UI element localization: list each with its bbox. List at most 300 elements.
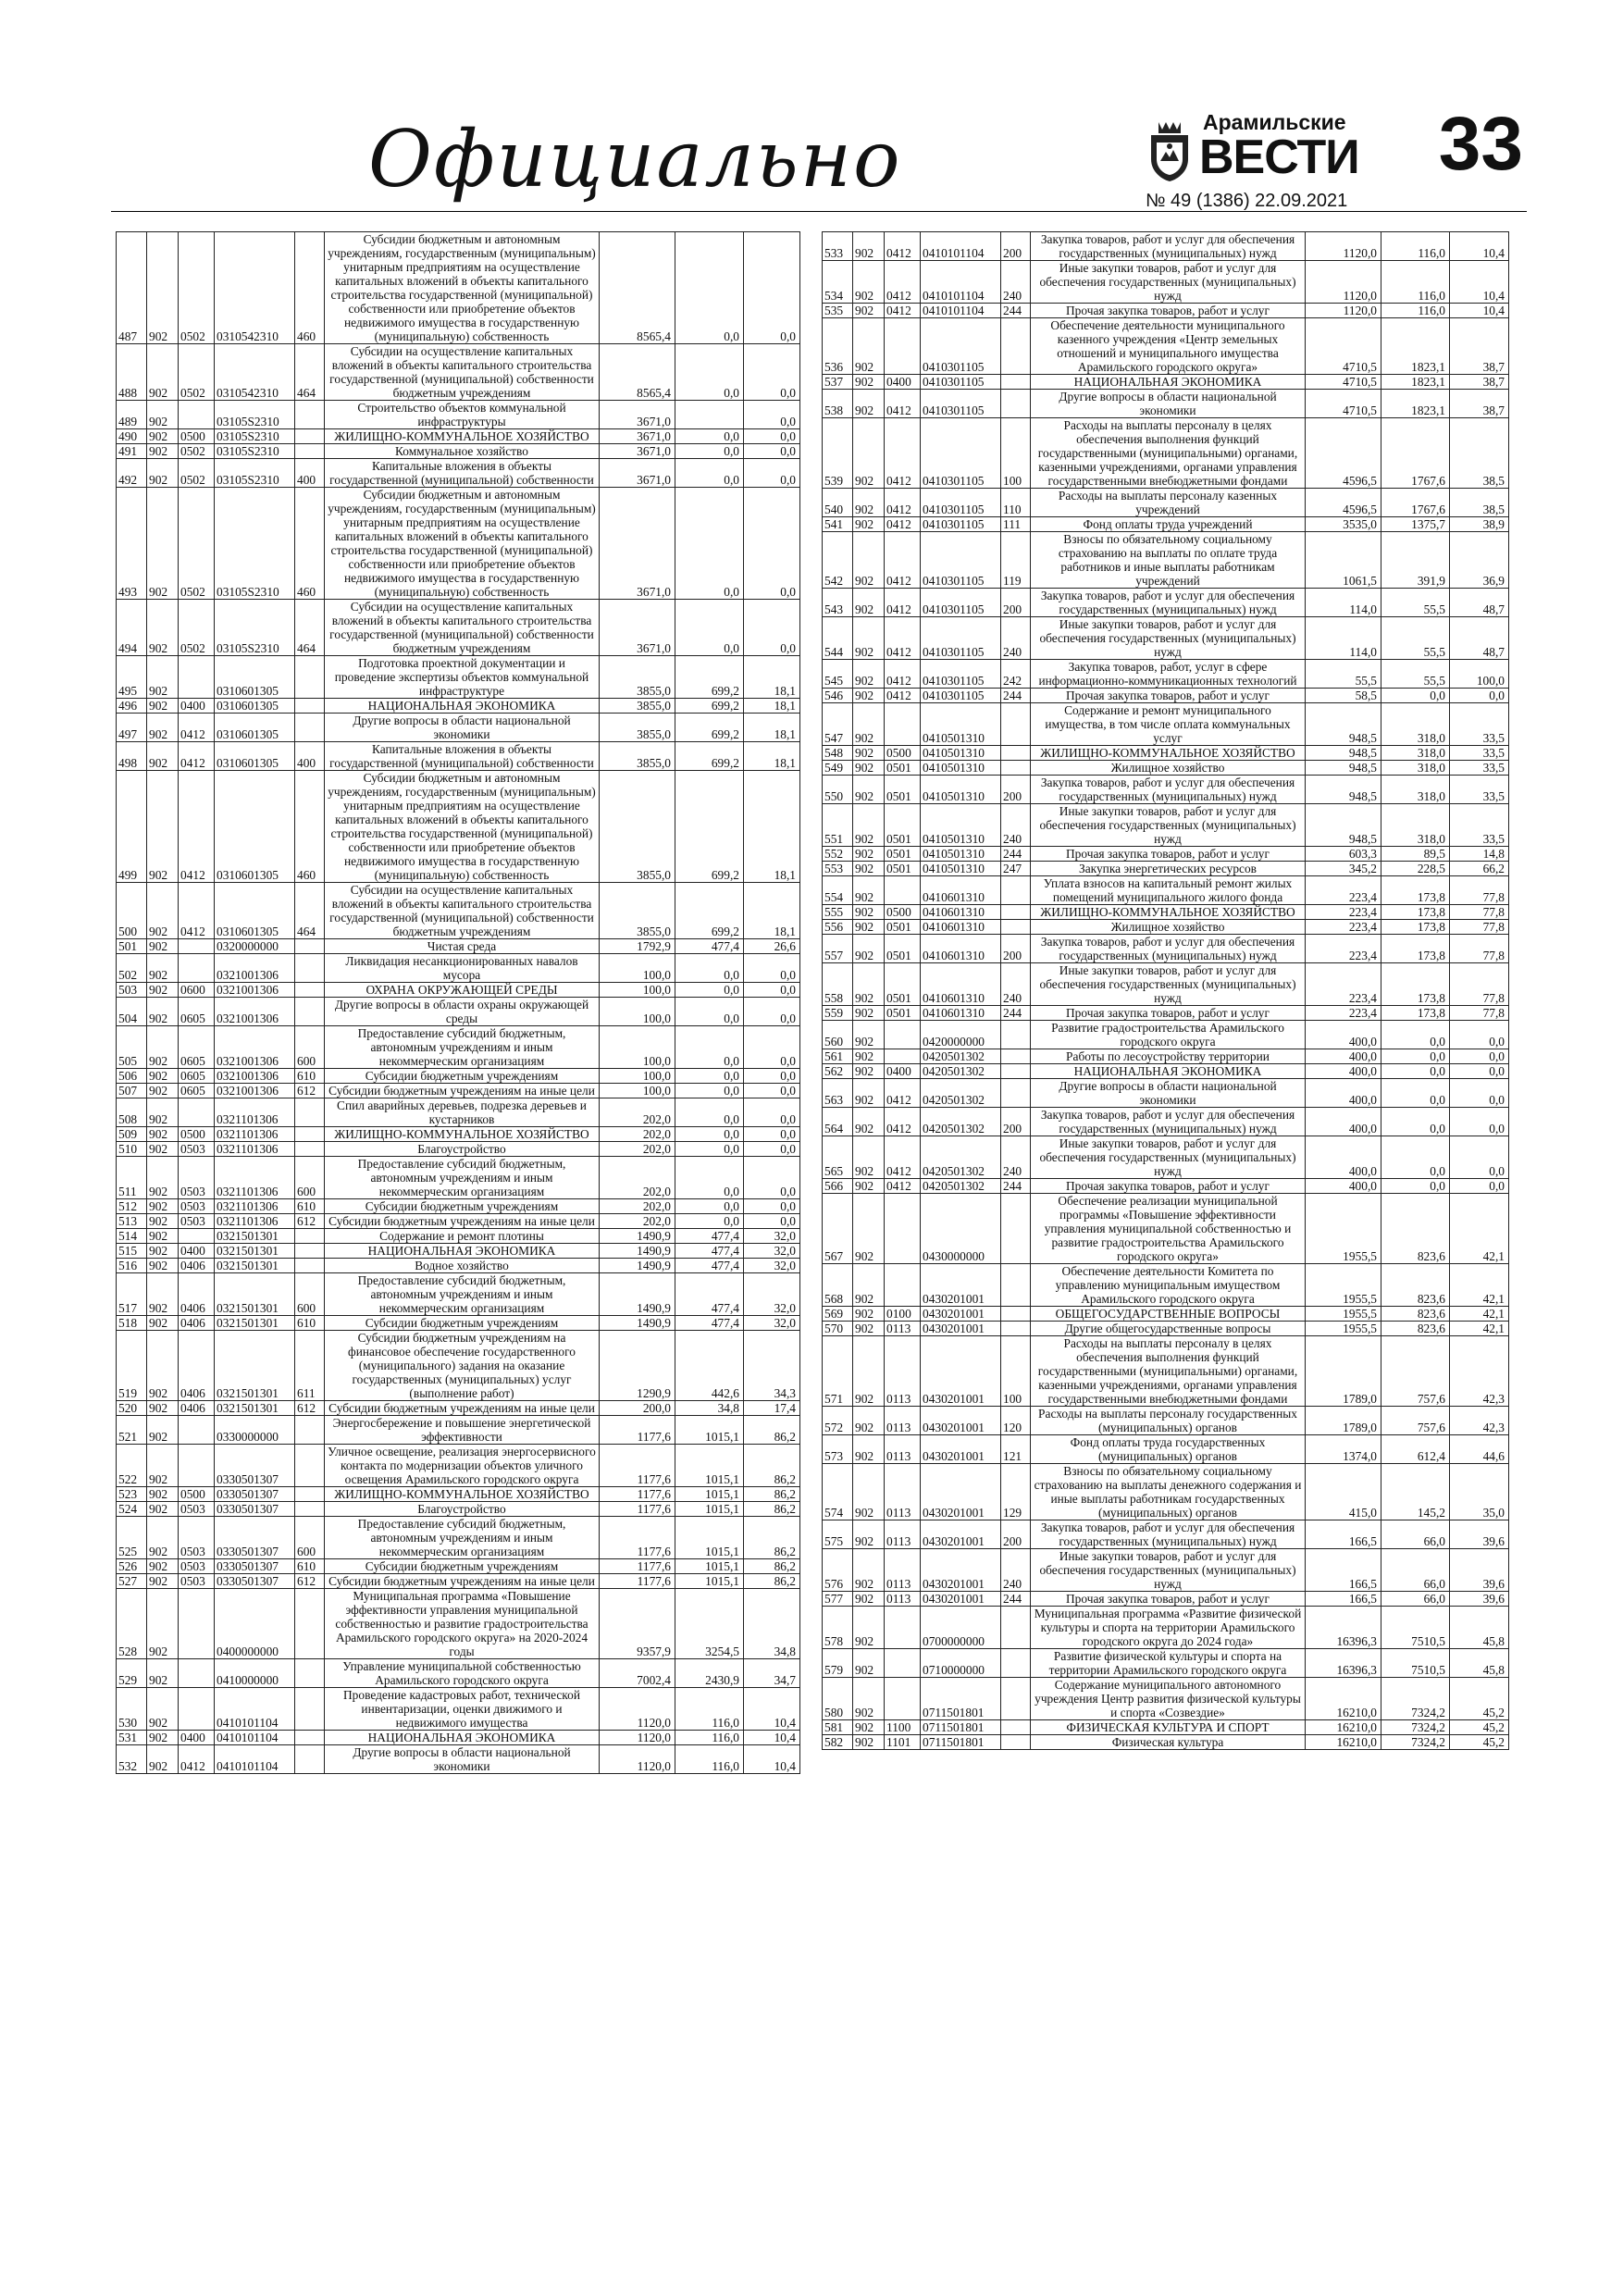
section-code-cell: 0502 <box>179 344 215 401</box>
table-row <box>823 1021 1509 1049</box>
actual-amount-cell: 2430,9 <box>675 1659 744 1688</box>
table-row <box>117 1098 800 1127</box>
expense-type-cell: 464 <box>295 600 325 656</box>
actual-amount-cell: 1015,1 <box>675 1445 744 1487</box>
plan-amount-cell: 948,5 <box>1306 746 1381 761</box>
actual-amount-cell: 699,2 <box>675 699 744 714</box>
item-description-cell: Коммунальное хозяйство <box>325 444 600 459</box>
target-article-cell: 0420501302 <box>921 1079 1001 1108</box>
row-number-cell: 501 <box>117 939 147 954</box>
section-code-cell: 0400 <box>885 375 921 390</box>
admin-code-cell: 902 <box>147 1273 179 1316</box>
table-row <box>823 862 1509 876</box>
admin-code-cell: 902 <box>853 1194 885 1264</box>
newspaper-logo <box>1146 105 1377 193</box>
table-row <box>823 617 1509 660</box>
table-row <box>117 1659 800 1688</box>
execution-percent-cell: 77,8 <box>1450 876 1509 905</box>
row-number-cell: 504 <box>117 998 147 1026</box>
item-description-cell: НАЦИОНАЛЬНАЯ ЭКОНОМИКА <box>325 699 600 714</box>
section-code-cell: 0502 <box>179 459 215 488</box>
execution-percent-cell: 86,2 <box>744 1502 800 1517</box>
admin-code-cell: 902 <box>853 1336 885 1407</box>
actual-amount-cell: 0,0 <box>675 429 744 444</box>
row-number-cell: 508 <box>117 1098 147 1127</box>
expense-type-cell: 111 <box>1001 517 1031 532</box>
budget-table-left <box>116 231 799 1774</box>
table-row <box>117 1416 800 1445</box>
plan-amount-cell: 400,0 <box>1306 1079 1381 1108</box>
admin-code-cell: 902 <box>147 444 179 459</box>
section-code-cell <box>179 401 215 429</box>
plan-amount-cell: 1061,5 <box>1306 532 1381 589</box>
execution-percent-cell: 86,2 <box>744 1445 800 1487</box>
target-article-cell: 0430201001 <box>921 1464 1001 1520</box>
admin-code-cell: 902 <box>147 1445 179 1487</box>
target-article-cell: 0310601305 <box>215 883 295 939</box>
target-article-cell: 0410301105 <box>921 418 1001 489</box>
actual-amount-cell: 0,0 <box>675 1069 744 1084</box>
plan-amount-cell: 400,0 <box>1306 1179 1381 1194</box>
item-description-cell: Субсидии на осуществление капитальных вложений в объекты капитального строительства государственной (муниципальной) собственности бюджетным учреждениям <box>325 883 600 939</box>
expense-type-cell <box>1001 1678 1031 1720</box>
actual-amount-cell: 699,2 <box>675 742 744 771</box>
table-row <box>823 232 1509 261</box>
execution-percent-cell: 32,0 <box>744 1229 800 1244</box>
plan-amount-cell: 223,4 <box>1306 905 1381 920</box>
row-number-cell: 565 <box>823 1136 853 1179</box>
expense-type-cell: 244 <box>1001 847 1031 862</box>
target-article-cell: 0410301105 <box>921 375 1001 390</box>
execution-percent-cell: 0,0 <box>744 488 800 600</box>
expense-type-cell: 119 <box>1001 532 1031 589</box>
admin-code-cell: 902 <box>147 1517 179 1559</box>
budget-table <box>116 231 800 1774</box>
admin-code-cell: 902 <box>147 488 179 600</box>
table-row <box>823 1064 1509 1079</box>
target-article-cell: 0430201001 <box>921 1322 1001 1336</box>
execution-percent-cell: 0,0 <box>744 1142 800 1157</box>
plan-amount-cell: 948,5 <box>1306 761 1381 776</box>
admin-code-cell: 902 <box>853 489 885 517</box>
admin-code-cell: 902 <box>853 1108 885 1136</box>
actual-amount-cell: 34,8 <box>675 1401 744 1416</box>
table-row <box>823 1678 1509 1720</box>
actual-amount-cell: 0,0 <box>1381 1049 1450 1064</box>
execution-percent-cell: 42,1 <box>1450 1322 1509 1336</box>
section-code-cell: 0113 <box>885 1520 921 1549</box>
plan-amount-cell: 100,0 <box>600 954 675 983</box>
actual-amount-cell: 0,0 <box>675 1026 744 1069</box>
target-article-cell: 0321501301 <box>215 1273 295 1316</box>
target-article-cell: 0321501301 <box>215 1331 295 1401</box>
execution-percent-cell: 0,0 <box>744 998 800 1026</box>
plan-amount-cell: 1120,0 <box>1306 304 1381 318</box>
expense-type-cell <box>1001 390 1031 418</box>
item-description-cell: Прочая закупка товаров, работ и услуг <box>1031 689 1306 703</box>
plan-amount-cell: 8565,4 <box>600 232 675 344</box>
target-article-cell: 03105S2310 <box>215 459 295 488</box>
plan-amount-cell: 400,0 <box>1306 1021 1381 1049</box>
execution-percent-cell: 26,6 <box>744 939 800 954</box>
target-article-cell: 0430201001 <box>921 1264 1001 1307</box>
expense-type-cell: 244 <box>1001 1006 1031 1021</box>
admin-code-cell: 902 <box>147 771 179 883</box>
expense-type-cell: 247 <box>1001 862 1031 876</box>
coat-of-arms-icon <box>1146 118 1194 183</box>
plan-amount-cell: 4710,5 <box>1306 318 1381 375</box>
actual-amount-cell: 612,4 <box>1381 1435 1450 1464</box>
admin-code-cell: 902 <box>147 1259 179 1273</box>
admin-code-cell: 902 <box>853 876 885 905</box>
row-number-cell: 575 <box>823 1520 853 1549</box>
target-article-cell: 0420501302 <box>921 1064 1001 1079</box>
admin-code-cell: 902 <box>853 1649 885 1678</box>
target-article-cell: 0310601305 <box>215 714 295 742</box>
item-description-cell: Подготовка проектной документации и проведение экспертизы объектов коммунальной инфраструктуре <box>325 656 600 699</box>
row-number-cell: 537 <box>823 375 853 390</box>
row-number-cell: 499 <box>117 771 147 883</box>
section-code-cell <box>179 1589 215 1659</box>
target-article-cell: 0321501301 <box>215 1259 295 1273</box>
target-article-cell: 0430201001 <box>921 1435 1001 1464</box>
actual-amount-cell: 318,0 <box>1381 804 1450 847</box>
plan-amount-cell: 16210,0 <box>1306 1720 1381 1735</box>
execution-percent-cell: 18,1 <box>744 699 800 714</box>
table-row <box>117 1259 800 1273</box>
admin-code-cell: 902 <box>853 1049 885 1064</box>
row-number-cell: 561 <box>823 1049 853 1064</box>
table-row <box>823 589 1509 617</box>
section-code-cell <box>885 703 921 746</box>
actual-amount-cell: 0,0 <box>1381 689 1450 703</box>
target-article-cell: 0310542310 <box>215 232 295 344</box>
expense-type-cell: 200 <box>1001 935 1031 963</box>
admin-code-cell: 902 <box>853 963 885 1006</box>
table-row <box>117 1688 800 1731</box>
plan-amount-cell: 948,5 <box>1306 804 1381 847</box>
target-article-cell: 0700000000 <box>921 1607 1001 1649</box>
table-row <box>823 418 1509 489</box>
target-article-cell: 0321501301 <box>215 1229 295 1244</box>
target-article-cell: 0711501801 <box>921 1720 1001 1735</box>
row-number-cell: 543 <box>823 589 853 617</box>
table-row <box>117 401 800 429</box>
row-number-cell: 576 <box>823 1549 853 1592</box>
table-row <box>117 344 800 401</box>
expense-type-cell: 610 <box>295 1199 325 1214</box>
execution-percent-cell: 42,1 <box>1450 1264 1509 1307</box>
execution-percent-cell: 10,4 <box>1450 304 1509 318</box>
target-article-cell: 0410301105 <box>921 517 1001 532</box>
plan-amount-cell: 1955,5 <box>1306 1322 1381 1336</box>
execution-percent-cell: 86,2 <box>744 1559 800 1574</box>
target-article-cell: 0410101104 <box>215 1731 295 1745</box>
target-article-cell: 0420000000 <box>921 1021 1001 1049</box>
expense-type-cell <box>295 1659 325 1688</box>
expense-type-cell: 460 <box>295 488 325 600</box>
row-number-cell: 550 <box>823 776 853 804</box>
execution-percent-cell: 42,1 <box>1450 1194 1509 1264</box>
section-code-cell: 0412 <box>885 660 921 689</box>
row-number-cell: 556 <box>823 920 853 935</box>
admin-code-cell: 902 <box>147 344 179 401</box>
item-description-cell: ЖИЛИЩНО-КОММУНАЛЬНОЕ ХОЗЯЙСТВО <box>325 429 600 444</box>
table-row <box>823 304 1509 318</box>
execution-percent-cell: 77,8 <box>1450 1006 1509 1021</box>
plan-amount-cell: 3855,0 <box>600 742 675 771</box>
row-number-cell: 581 <box>823 1720 853 1735</box>
logo-top-text: Арамильские <box>1203 110 1346 134</box>
table-row <box>823 1136 1509 1179</box>
section-code-cell: 0502 <box>179 232 215 344</box>
row-number-cell: 554 <box>823 876 853 905</box>
actual-amount-cell: 116,0 <box>675 1688 744 1731</box>
row-number-cell: 532 <box>117 1745 147 1774</box>
plan-amount-cell: 603,3 <box>1306 847 1381 862</box>
actual-amount-cell: 7324,2 <box>1381 1678 1450 1720</box>
row-number-cell: 489 <box>117 401 147 429</box>
plan-amount-cell: 223,4 <box>1306 963 1381 1006</box>
plan-amount-cell: 1120,0 <box>600 1731 675 1745</box>
row-number-cell: 491 <box>117 444 147 459</box>
plan-amount-cell: 4596,5 <box>1306 418 1381 489</box>
actual-amount-cell: 173,8 <box>1381 963 1450 1006</box>
row-number-cell: 540 <box>823 489 853 517</box>
expense-type-cell <box>1001 1021 1031 1049</box>
row-number-cell: 509 <box>117 1127 147 1142</box>
section-code-cell: 0412 <box>885 418 921 489</box>
actual-amount-cell: 7324,2 <box>1381 1720 1450 1735</box>
execution-percent-cell: 18,1 <box>744 771 800 883</box>
plan-amount-cell: 114,0 <box>1306 617 1381 660</box>
section-code-cell: 0501 <box>885 920 921 935</box>
actual-amount-cell: 477,4 <box>675 1244 744 1259</box>
section-code-cell: 0501 <box>885 963 921 1006</box>
target-article-cell: 0321101306 <box>215 1127 295 1142</box>
execution-percent-cell: 77,8 <box>1450 905 1509 920</box>
admin-code-cell: 902 <box>853 935 885 963</box>
target-article-cell: 0430201001 <box>921 1307 1001 1322</box>
admin-code-cell: 902 <box>147 459 179 488</box>
table-row <box>823 963 1509 1006</box>
item-description-cell: Муниципальная программа «Развитие физической культуры и спорта на территории Арамильского городского округа до 2024 года» <box>1031 1607 1306 1649</box>
plan-amount-cell: 1955,5 <box>1306 1307 1381 1322</box>
execution-percent-cell: 86,2 <box>744 1574 800 1589</box>
item-description-cell: Другие вопросы в области охраны окружающей среды <box>325 998 600 1026</box>
admin-code-cell: 902 <box>853 1307 885 1322</box>
target-article-cell: 0410501310 <box>921 703 1001 746</box>
execution-percent-cell: 10,4 <box>744 1688 800 1731</box>
plan-amount-cell: 1177,6 <box>600 1502 675 1517</box>
expense-type-cell: 600 <box>295 1157 325 1199</box>
item-description-cell: Закупка товаров, работ и услуг для обеспечения государственных (муниципальных) нужд <box>1031 589 1306 617</box>
expense-type-cell: 121 <box>1001 1435 1031 1464</box>
admin-code-cell: 902 <box>147 699 179 714</box>
expense-type-cell: 240 <box>1001 261 1031 304</box>
section-code-cell <box>179 1688 215 1731</box>
actual-amount-cell: 699,2 <box>675 771 744 883</box>
table-row <box>823 1079 1509 1108</box>
item-description-cell: Водное хозяйство <box>325 1259 600 1273</box>
expense-type-cell <box>1001 703 1031 746</box>
execution-percent-cell: 39,6 <box>1450 1592 1509 1607</box>
row-number-cell: 566 <box>823 1179 853 1194</box>
admin-code-cell: 902 <box>147 1084 179 1098</box>
table-row <box>117 600 800 656</box>
plan-amount-cell: 3535,0 <box>1306 517 1381 532</box>
plan-amount-cell: 223,4 <box>1306 876 1381 905</box>
plan-amount-cell: 1177,6 <box>600 1574 675 1589</box>
execution-percent-cell: 42,3 <box>1450 1336 1509 1407</box>
actual-amount-cell: 1015,1 <box>675 1559 744 1574</box>
plan-amount-cell: 3855,0 <box>600 771 675 883</box>
actual-amount-cell: 823,6 <box>1381 1307 1450 1322</box>
expense-type-cell: 244 <box>1001 304 1031 318</box>
target-article-cell: 0310601305 <box>215 656 295 699</box>
execution-percent-cell: 77,8 <box>1450 963 1509 1006</box>
plan-amount-cell: 1490,9 <box>600 1273 675 1316</box>
table-row <box>117 1157 800 1199</box>
target-article-cell: 0321101306 <box>215 1142 295 1157</box>
target-article-cell: 0410301105 <box>921 318 1001 375</box>
table-row <box>117 1316 800 1331</box>
item-description-cell: Взносы по обязательному социальному страхованию на выплаты денежного содержания и иные выплаты работникам государственных (муниципальных) органов <box>1031 1464 1306 1520</box>
actual-amount-cell: 116,0 <box>675 1731 744 1745</box>
row-number-cell: 525 <box>117 1517 147 1559</box>
section-code-cell: 0500 <box>179 1127 215 1142</box>
item-description-cell: Обеспечение реализации муниципальной программы «Повышение эффективности управления муниципальной собственностью и развитие градостроительства Арамильского городского округа» <box>1031 1194 1306 1264</box>
expense-type-cell: 200 <box>1001 232 1031 261</box>
actual-amount-cell: 0,0 <box>1381 1064 1450 1079</box>
actual-amount-cell: 757,6 <box>1381 1407 1450 1435</box>
actual-amount-cell: 391,9 <box>1381 532 1450 589</box>
plan-amount-cell: 100,0 <box>600 1084 675 1098</box>
execution-percent-cell: 42,3 <box>1450 1407 1509 1435</box>
target-article-cell: 0330501307 <box>215 1487 295 1502</box>
execution-percent-cell: 0,0 <box>1450 1108 1509 1136</box>
section-code-cell <box>885 1194 921 1264</box>
execution-percent-cell: 0,0 <box>744 954 800 983</box>
row-number-cell: 574 <box>823 1464 853 1520</box>
row-number-cell: 530 <box>117 1688 147 1731</box>
row-number-cell: 496 <box>117 699 147 714</box>
execution-percent-cell: 33,5 <box>1450 703 1509 746</box>
target-article-cell: 03105S2310 <box>215 429 295 444</box>
section-code-cell <box>179 1098 215 1127</box>
expense-type-cell: 244 <box>1001 1179 1031 1194</box>
expense-type-cell <box>295 699 325 714</box>
row-number-cell: 490 <box>117 429 147 444</box>
execution-percent-cell: 32,0 <box>744 1259 800 1273</box>
execution-percent-cell: 32,0 <box>744 1273 800 1316</box>
item-description-cell: Иные закупки товаров, работ и услуг для обеспечения государственных (муниципальных) нужд <box>1031 804 1306 847</box>
section-code-cell: 0406 <box>179 1331 215 1401</box>
table-row <box>823 1006 1509 1021</box>
item-description-cell: Предоставление субсидий бюджетным, автономным учреждениям и иным некоммерческим организациям <box>325 1026 600 1069</box>
expense-type-cell: 611 <box>295 1331 325 1401</box>
admin-code-cell: 902 <box>147 600 179 656</box>
table-row <box>117 1331 800 1401</box>
plan-amount-cell: 1955,5 <box>1306 1264 1381 1307</box>
item-description-cell: Работы по лесоустройству территории <box>1031 1049 1306 1064</box>
plan-amount-cell: 202,0 <box>600 1199 675 1214</box>
expense-type-cell <box>1001 1194 1031 1264</box>
admin-code-cell: 902 <box>853 418 885 489</box>
actual-amount-cell: 0,0 <box>675 600 744 656</box>
execution-percent-cell: 0,0 <box>744 459 800 488</box>
actual-amount-cell: 442,6 <box>675 1331 744 1401</box>
plan-amount-cell: 1374,0 <box>1306 1435 1381 1464</box>
row-number-cell: 579 <box>823 1649 853 1678</box>
section-code-cell <box>179 1445 215 1487</box>
admin-code-cell: 902 <box>853 517 885 532</box>
admin-code-cell: 902 <box>853 660 885 689</box>
item-description-cell: Закупка товаров, работ и услуг для обеспечения государственных (муниципальных) нужд <box>1031 232 1306 261</box>
execution-percent-cell: 18,1 <box>744 656 800 699</box>
table-row <box>823 489 1509 517</box>
row-number-cell: 567 <box>823 1194 853 1264</box>
plan-amount-cell: 202,0 <box>600 1214 675 1229</box>
actual-amount-cell: 0,0 <box>675 344 744 401</box>
plan-amount-cell: 202,0 <box>600 1142 675 1157</box>
item-description-cell: ОХРАНА ОКРУЖАЮЩЕЙ СРЕДЫ <box>325 983 600 998</box>
item-description-cell: Расходы на выплаты персоналу государственных (муниципальных) органов <box>1031 1407 1306 1435</box>
row-number-cell: 569 <box>823 1307 853 1322</box>
item-description-cell: Субсидии бюджетным учреждениям <box>325 1199 600 1214</box>
table-row <box>117 1401 800 1416</box>
section-code-cell <box>885 1049 921 1064</box>
row-number-cell: 548 <box>823 746 853 761</box>
section-code-cell: 0503 <box>179 1559 215 1574</box>
actual-amount-cell: 1015,1 <box>675 1574 744 1589</box>
plan-amount-cell: 415,0 <box>1306 1464 1381 1520</box>
section-code-cell: 0412 <box>179 714 215 742</box>
expense-type-cell: 240 <box>1001 963 1031 1006</box>
expense-type-cell <box>295 714 325 742</box>
row-number-cell: 551 <box>823 804 853 847</box>
actual-amount-cell: 173,8 <box>1381 876 1450 905</box>
target-article-cell: 0321501301 <box>215 1316 295 1331</box>
section-code-cell: 0503 <box>179 1517 215 1559</box>
actual-amount-cell: 89,5 <box>1381 847 1450 862</box>
plan-amount-cell: 4710,5 <box>1306 390 1381 418</box>
section-code-cell: 0412 <box>179 771 215 883</box>
plan-amount-cell: 948,5 <box>1306 703 1381 746</box>
actual-amount-cell: 0,0 <box>1381 1136 1450 1179</box>
admin-code-cell: 902 <box>853 1678 885 1720</box>
item-description-cell: Субсидии бюджетным учреждениям <box>325 1069 600 1084</box>
expense-type-cell: 610 <box>295 1069 325 1084</box>
section-code-cell: 0400 <box>179 1244 215 1259</box>
item-description-cell: Закупка энергетических ресурсов <box>1031 862 1306 876</box>
item-description-cell: Закупка товаров, работ и услуг для обеспечения государственных (муниципальных) нужд <box>1031 1520 1306 1549</box>
expense-type-cell <box>1001 920 1031 935</box>
table-row <box>823 1649 1509 1678</box>
plan-amount-cell: 1120,0 <box>1306 232 1381 261</box>
admin-code-cell: 902 <box>147 939 179 954</box>
target-article-cell: 0430201001 <box>921 1520 1001 1549</box>
table-row <box>117 1487 800 1502</box>
expense-type-cell: 100 <box>1001 418 1031 489</box>
admin-code-cell: 902 <box>853 532 885 589</box>
execution-percent-cell: 0,0 <box>744 1214 800 1229</box>
admin-code-cell: 902 <box>853 776 885 804</box>
plan-amount-cell: 100,0 <box>600 1026 675 1069</box>
execution-percent-cell: 0,0 <box>1450 689 1509 703</box>
plan-amount-cell: 166,5 <box>1306 1520 1381 1549</box>
plan-amount-cell: 1177,6 <box>600 1445 675 1487</box>
